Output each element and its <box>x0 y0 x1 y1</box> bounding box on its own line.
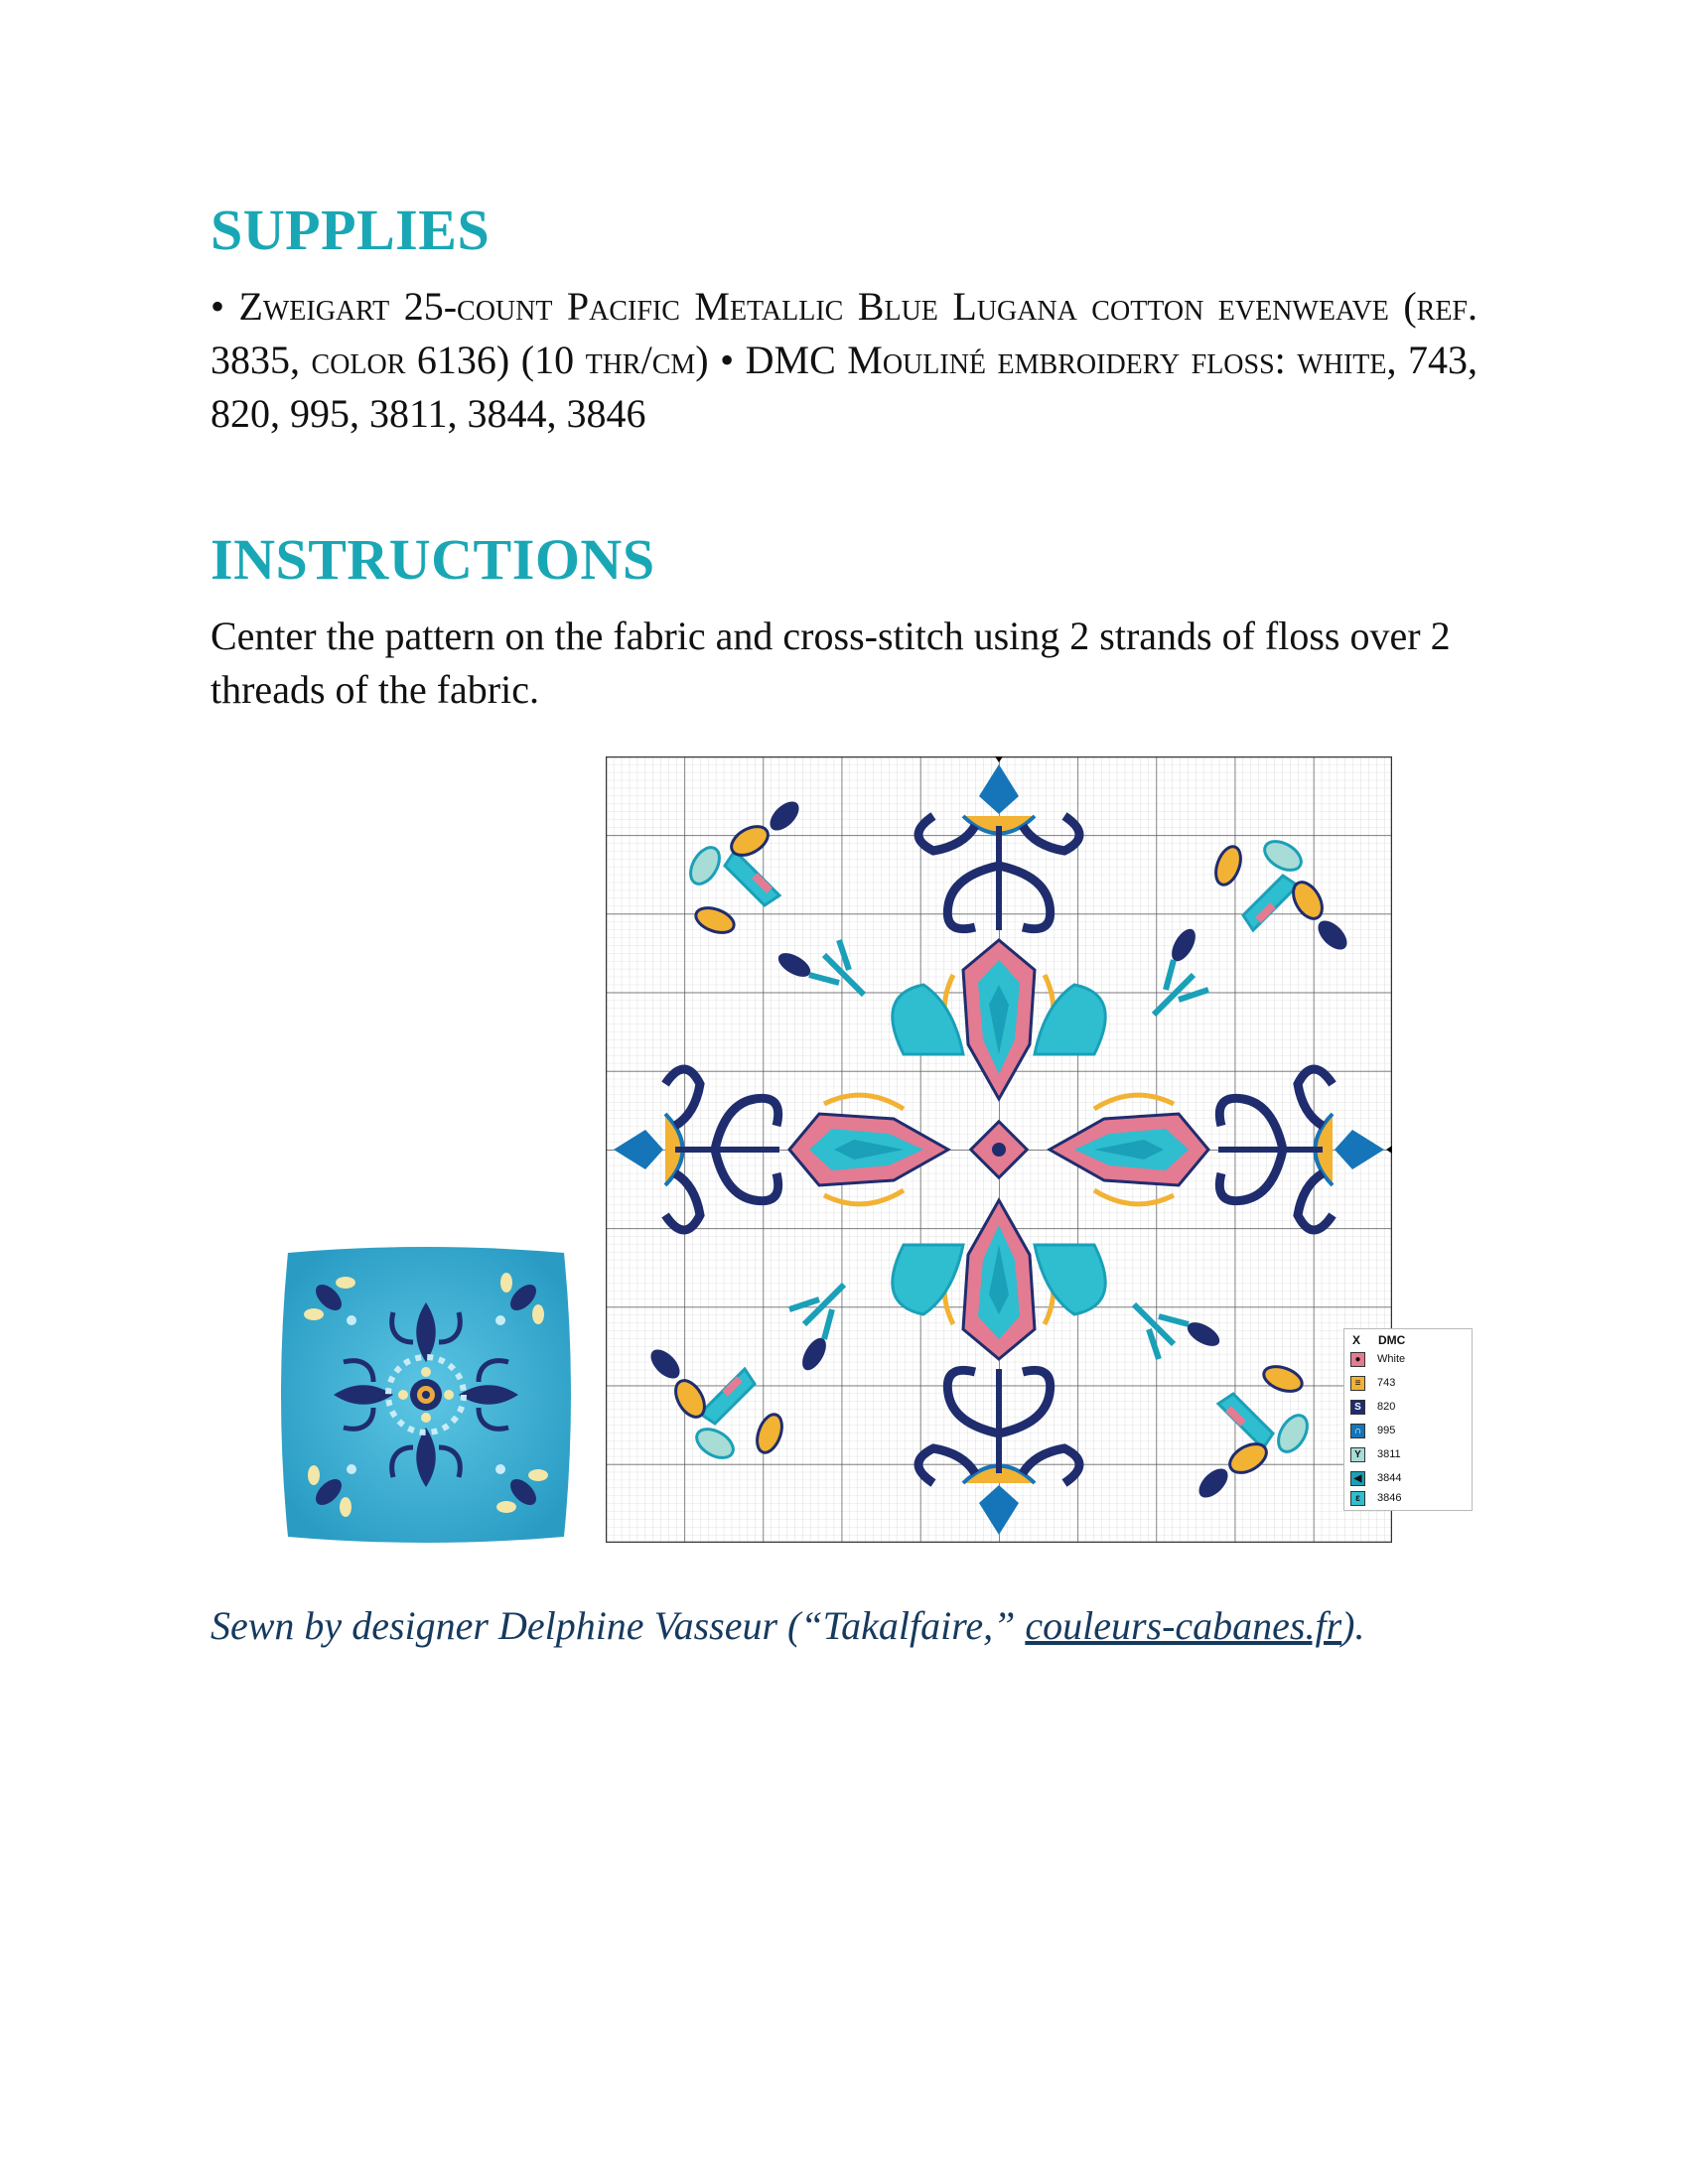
legend-header-symbol: X <box>1352 1333 1361 1347</box>
pillow-photo <box>274 1243 578 1547</box>
legend-swatch: Y <box>1350 1447 1365 1462</box>
legend-code: White <box>1377 1353 1406 1365</box>
legend-swatch: S <box>1350 1400 1365 1415</box>
caption-suffix: ). <box>1341 1603 1365 1648</box>
legend-row <box>1350 1397 1395 1417</box>
designer-website-link[interactable]: couleurs-cabanes.fr <box>1025 1603 1342 1648</box>
photo-caption <box>211 1602 1365 1649</box>
caption-prefix: Sewn by designer Delphine Vasseur (“Takalfaire,” <box>211 1603 1026 1648</box>
legend-row <box>1350 1488 1401 1508</box>
legend-code: 3844 <box>1377 1472 1402 1484</box>
legend-row <box>1350 1444 1401 1464</box>
legend-swatch: ◀ <box>1350 1471 1365 1486</box>
floss-legend <box>1343 1328 1473 1511</box>
legend-swatch: ≡ <box>1350 1376 1365 1391</box>
instructions-text: Center the pattern on the fabric and cross-stitch using 2 strands of floss over 2 threads of the fabric. <box>211 614 1451 712</box>
legend-header-brand: DMC <box>1378 1333 1406 1347</box>
legend-row <box>1350 1373 1395 1393</box>
legend-swatch: ∩ <box>1350 1424 1365 1438</box>
legend-swatch: ε <box>1350 1491 1365 1506</box>
legend-swatch: ● <box>1350 1352 1365 1367</box>
cross-stitch-chart <box>606 756 1392 1543</box>
legend-row <box>1350 1421 1395 1440</box>
supplies-text: • Zweigart 25-count Pacific Metallic Blue Lugana cotton evenweave (ref. 3835, color 6136) (10 thr/cm) • DMC Mouliné embroidery floss: white, 743, 820, 995, 3811, 3844, 3846 <box>211 284 1477 436</box>
supplies-heading: SUPPLIES <box>211 198 491 262</box>
legend-code: 3811 <box>1377 1448 1401 1460</box>
legend-row <box>1350 1468 1401 1488</box>
legend-code: 995 <box>1377 1425 1396 1436</box>
legend-code: 743 <box>1377 1377 1396 1389</box>
instructions-heading: INSTRUCTIONS <box>211 527 655 592</box>
legend-row <box>1350 1349 1405 1369</box>
legend-code: 820 <box>1377 1401 1396 1413</box>
legend-code: 3846 <box>1377 1492 1402 1504</box>
